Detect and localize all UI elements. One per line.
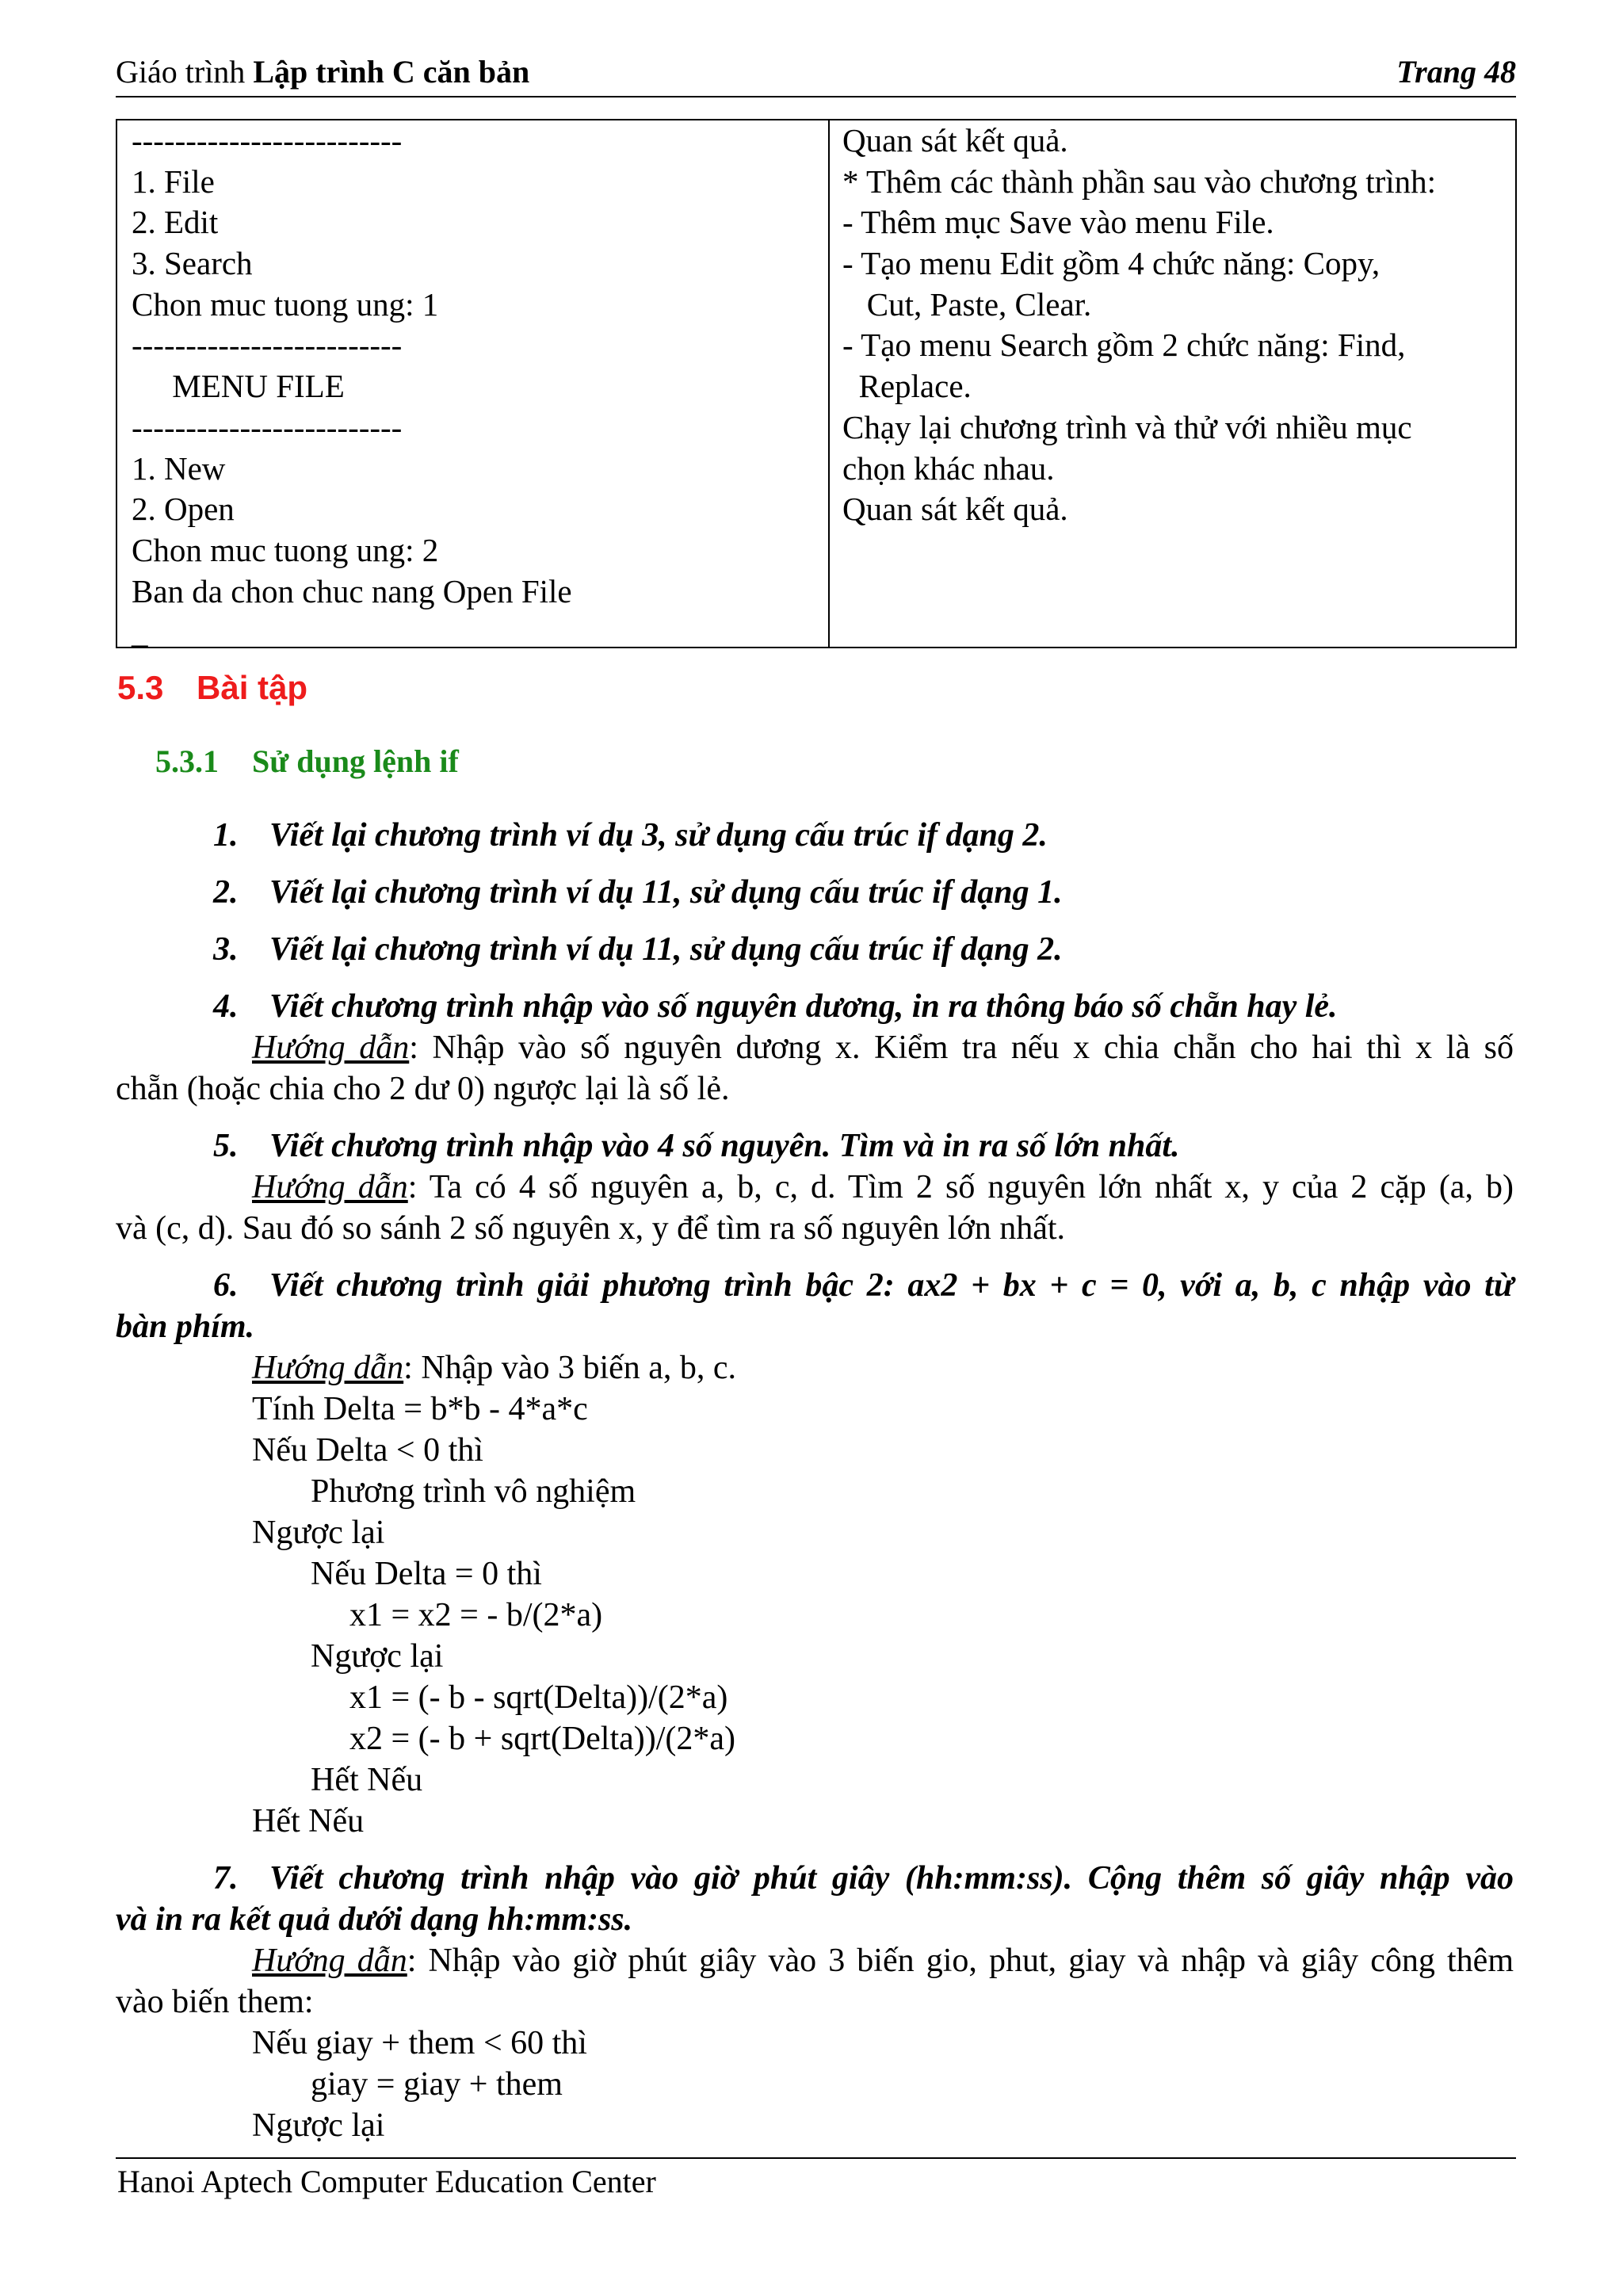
pseudocode-line: giay = giay + them [311,2066,563,2103]
pseudocode-line: Nếu Delta = 0 thì [311,1556,542,1592]
exercise-number: 4. [213,988,239,1025]
pseudocode-line: Hết Nếu [252,1803,365,1839]
exercise-text: Viết lại chương trình ví dụ 11, sử dụng cấu trúc if dạng 1. [269,874,1063,911]
exercise-item [213,872,1063,913]
pseudocode-line: Hết Nếu [311,1762,423,1798]
exercise-text: Viết chương trình nhập vào số nguyên dương, in ra thông báo số chẵn hay lẻ. [269,988,1338,1025]
instruction-line: Quan sát kết quả. [842,122,1068,159]
running-header-title [116,52,529,92]
guide-label: Hướng dẫn [252,1943,407,1979]
exercise-number: 2. [213,874,239,911]
exercise-item [213,986,1338,1027]
guide-label: Hướng dẫn [252,1169,408,1205]
section-number: 5.3 [117,669,164,706]
output-line: Chon muc tuong ung: 2 [132,531,439,568]
footer-text: Hanoi Aptech Computer Education Center [117,2164,656,2199]
instruction-line: Chạy lại chương trình và thử với nhiều mục [842,408,1412,445]
exercise-text: Viết lại chương trình ví dụ 3, sử dụng cấu trúc if dạng 2. [269,817,1048,854]
guide-text: : Nhập vào số nguyên dương x. Kiểm tra nếu x chia chẵn cho hai thì x là số [409,1030,1514,1066]
menu-demo-table [116,119,1517,651]
guide-paragraph [252,1167,1514,1208]
output-line: ------------------------- [132,122,403,159]
exercise-number: 7. [213,1860,239,1897]
exercise-text: Viết chương trình nhập vào 4 số nguyên. Tìm và in ra số lớn nhất. [269,1128,1180,1164]
footer-divider [116,2157,1516,2159]
exercise-continuation: bàn phím. [116,1308,255,1345]
exercise-number: 5. [213,1128,239,1164]
output-line: 3. Search [132,245,253,282]
pseudocode-line: x1 = x2 = - b/(2*a) [349,1597,603,1633]
output-line: Ban da chon chuc nang Open File [132,572,572,609]
guide-continuation: vào biến them: [116,1984,314,2020]
exercise-number: 1. [213,817,239,854]
pseudocode-line: Phương trình vô nghiệm [311,1473,636,1510]
guide-paragraph [252,1940,1514,1981]
exercise-continuation: và in ra kết quả dưới dạng hh:mm:ss. [116,1901,633,1938]
pseudocode-line: x2 = (- b + sqrt(Delta))/(2*a) [349,1721,736,1757]
guide-label: Hướng dẫn [252,1350,404,1386]
instruction-line: Cut, Paste, Clear. [842,285,1092,323]
program-output-cell [117,120,830,651]
instruction-line: Replace. [842,368,972,405]
pseudocode-line: Ngược lại [311,1638,444,1675]
exercise-item [213,1858,1514,1899]
section-heading [117,666,307,710]
exercise-item [213,1125,1180,1167]
instruction-line: chọn khác nhau. [842,449,1055,487]
header-prefix: Giáo trình [116,54,246,90]
subsection-number: 5.3.1 [155,743,219,779]
subsection-title: Sử dụng lệnh if [252,743,459,779]
instructions-cell [830,120,1515,647]
output-line: 1. File [132,162,215,200]
exercise-item [213,929,1063,970]
pseudocode-line: Ngược lại [252,1515,385,1551]
exercise-item [213,1265,1514,1306]
output-line: ------------------------- [132,327,403,364]
pseudocode-line: Tính Delta = b*b - 4*a*c [252,1391,588,1427]
output-line: 2. Edit [132,204,219,241]
output-line: 2. Open [132,491,235,528]
output-line: _ [132,613,148,651]
section-title: Bài tập [197,669,308,706]
guide-text: : Ta có 4 số nguyên a, b, c, d. Tìm 2 số nguyên lớn nhất x, y của 2 cặp (a, b) [407,1169,1514,1205]
guide-paragraph [252,1347,736,1389]
header-book-title: Lập trình C căn bản [253,54,530,90]
pseudocode-line: Nếu Delta < 0 thì [252,1432,483,1469]
output-line: ------------------------- [132,408,403,445]
guide-paragraph [252,1027,1514,1068]
subsection-heading [155,741,459,782]
instruction-line: - Tạo menu Search gồm 2 chức năng: Find, [842,327,1406,364]
exercise-text: Viết chương trình nhập vào giờ phút giây (hh:mm:ss). Cộng thêm số giây nhập vào [269,1860,1514,1897]
output-line: Chon muc tuong ung: 1 [132,285,439,323]
page-number: Trang 48 [1396,54,1516,90]
output-line: 1. New [132,449,226,487]
instruction-line: - Tạo menu Edit gồm 4 chức năng: Copy, [842,245,1381,282]
guide-label: Hướng dẫn [252,1030,410,1066]
guide-text: : Nhập vào 3 biến a, b, c. [403,1350,737,1386]
guide-text: : Nhập vào giờ phút giây vào 3 biến gio, phut, giay và nhập và giây công thêm [407,1943,1514,1979]
exercise-text: Viết lại chương trình ví dụ 11, sử dụng cấu trúc if dạng 2. [269,931,1063,968]
exercise-number: 6. [213,1267,239,1304]
guide-continuation: và (c, d). Sau đó so sánh 2 số nguyên x, y để tìm ra số nguyên lớn nhất. [116,1210,1066,1247]
exercise-item [213,815,1048,856]
instruction-line: Quan sát kết quả. [842,491,1068,528]
pseudocode-line: x1 = (- b - sqrt(Delta))/(2*a) [349,1679,728,1716]
instruction-line: - Thêm mục Save vào menu File. [842,204,1274,241]
header-divider [116,96,1516,97]
output-line: MENU FILE [132,368,345,405]
exercise-text: Viết chương trình giải phương trình bậc 2: ax2 + bx + c = 0, với a, b, c nhập vào từ [269,1267,1514,1304]
pseudocode-line: Ngược lại [252,2107,385,2144]
pseudocode-line: Nếu giay + them < 60 thì [252,2025,587,2061]
exercise-number: 3. [213,931,239,968]
instruction-line: * Thêm các thành phần sau vào chương trình: [842,162,1437,200]
guide-continuation: chẵn (hoặc chia cho 2 dư 0) ngược lại là số lẻ. [116,1071,730,1107]
